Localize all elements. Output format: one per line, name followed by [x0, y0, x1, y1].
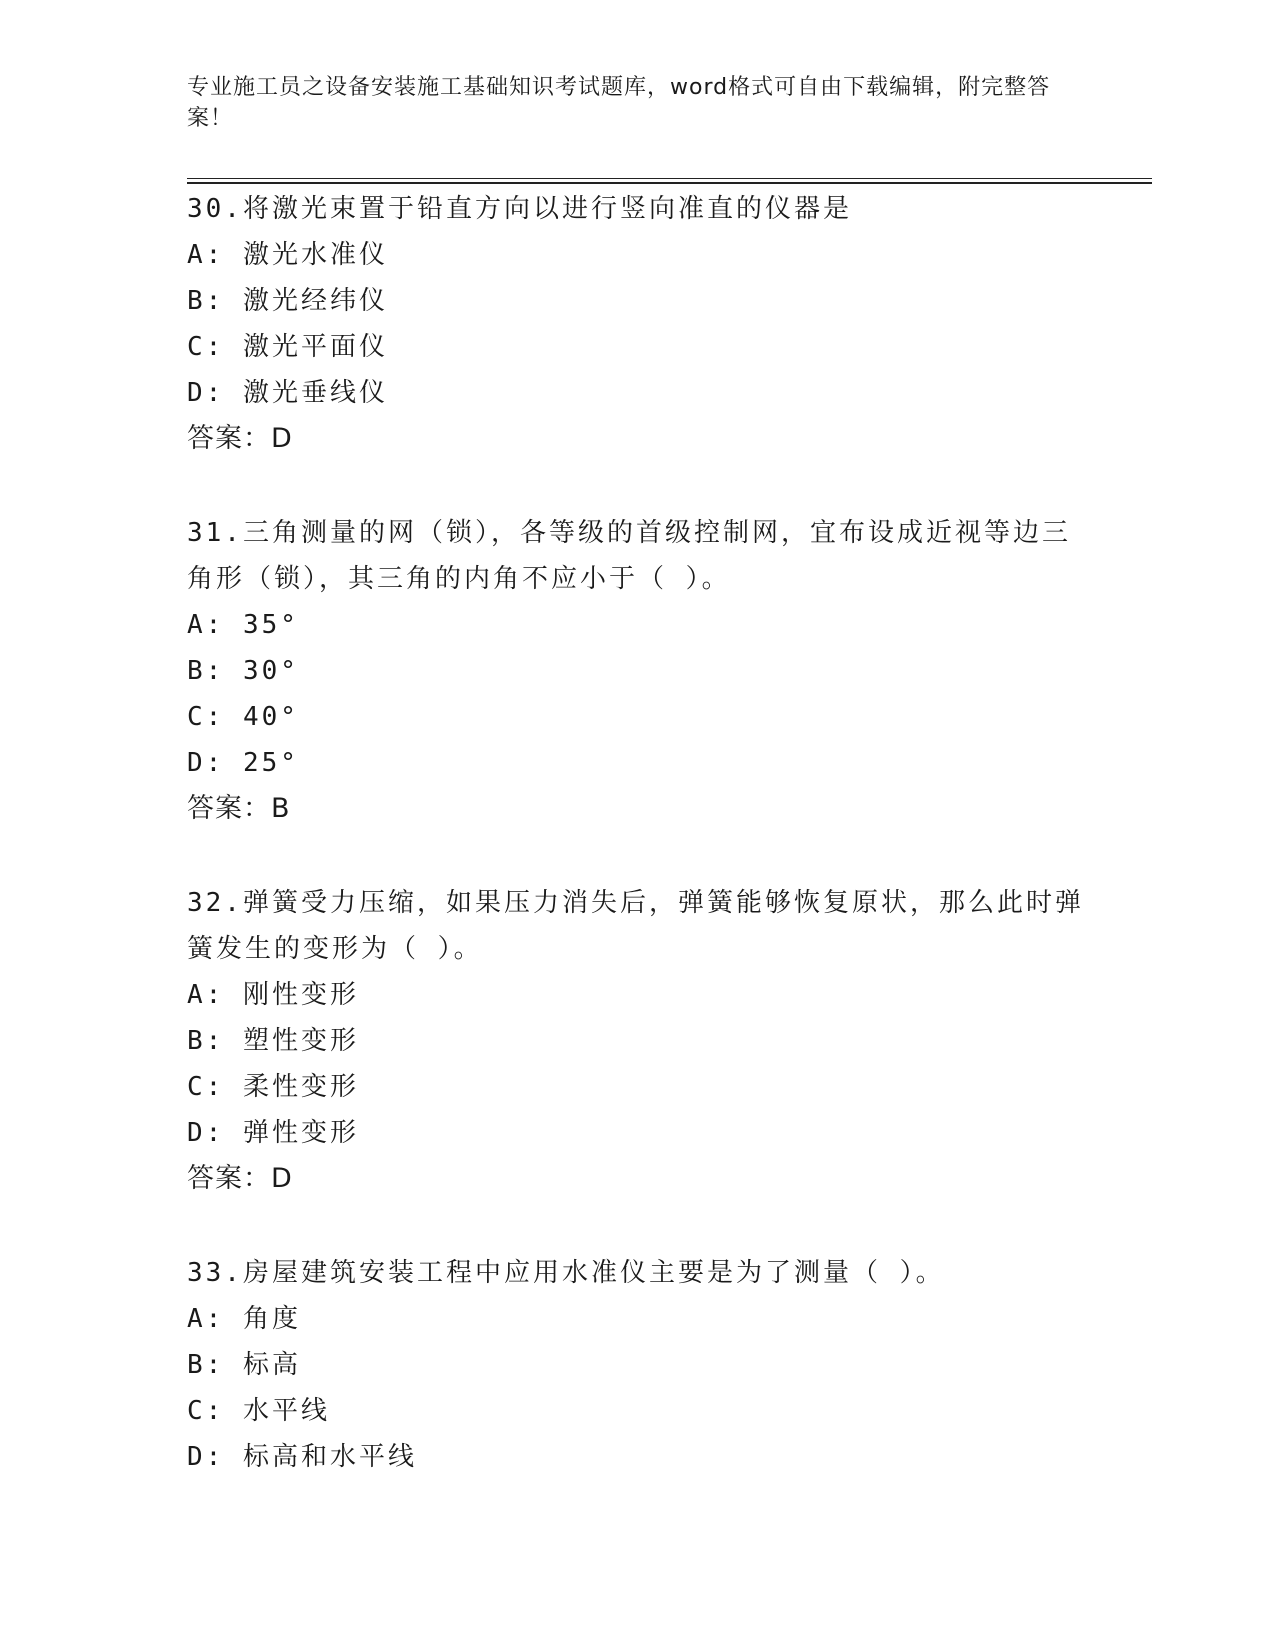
question-stem: 30.将激光束置于铅直方向以进行竖向准直的仪器是 — [187, 194, 852, 224]
option-b: B: 塑性变形 — [187, 1026, 359, 1056]
question-stem: 32.弹簧受力压缩，如果压力消失后，弹簧能够恢复原状，那么此时弹簧发生的变形为（ ）。 — [187, 888, 1084, 964]
option-a: A: 刚性变形 — [187, 980, 359, 1010]
option-b: B: 激光经纬仪 — [187, 286, 388, 316]
question-stem: 33.房屋建筑安装工程中应用水准仪主要是为了测量（ ）。 — [187, 1258, 945, 1288]
option-a: A: 35° — [187, 610, 299, 640]
option-d: D: 标高和水平线 — [187, 1442, 417, 1472]
question-stem: 31.三角测量的网（锁），各等级的首级控制网，宜布设成近视等边三角形（锁），其三角的内角不应小于（ ）。 — [187, 518, 1071, 594]
option-c: C: 激光平面仪 — [187, 332, 388, 362]
option-b: B: 30° — [187, 656, 299, 686]
answer-line: 答案：D — [187, 423, 293, 454]
option-c: C: 40° — [187, 702, 299, 732]
question-31 — [187, 510, 1087, 832]
question-33 — [187, 1250, 1087, 1480]
question-30 — [187, 186, 1087, 462]
option-c: C: 柔性变形 — [187, 1072, 359, 1102]
question-32 — [187, 880, 1087, 1202]
option-a: A: 激光水准仪 — [187, 240, 388, 270]
question-list — [187, 186, 1087, 1528]
answer-line: 答案：D — [187, 1163, 293, 1194]
option-d: D: 25° — [187, 748, 299, 778]
option-a: A: 角度 — [187, 1304, 301, 1334]
header-rule-thin — [187, 178, 1152, 179]
header-rule-thick — [187, 182, 1152, 184]
document-header: 专业施工员之设备安装施工基础知识考试题库，word格式可自由下载编辑，附完整答案！ — [187, 75, 1051, 131]
option-b: B: 标高 — [187, 1350, 301, 1380]
option-c: C: 水平线 — [187, 1396, 330, 1426]
answer-line: 答案：B — [187, 793, 291, 824]
option-d: D: 激光垂线仪 — [187, 378, 388, 408]
option-d: D: 弹性变形 — [187, 1118, 359, 1148]
